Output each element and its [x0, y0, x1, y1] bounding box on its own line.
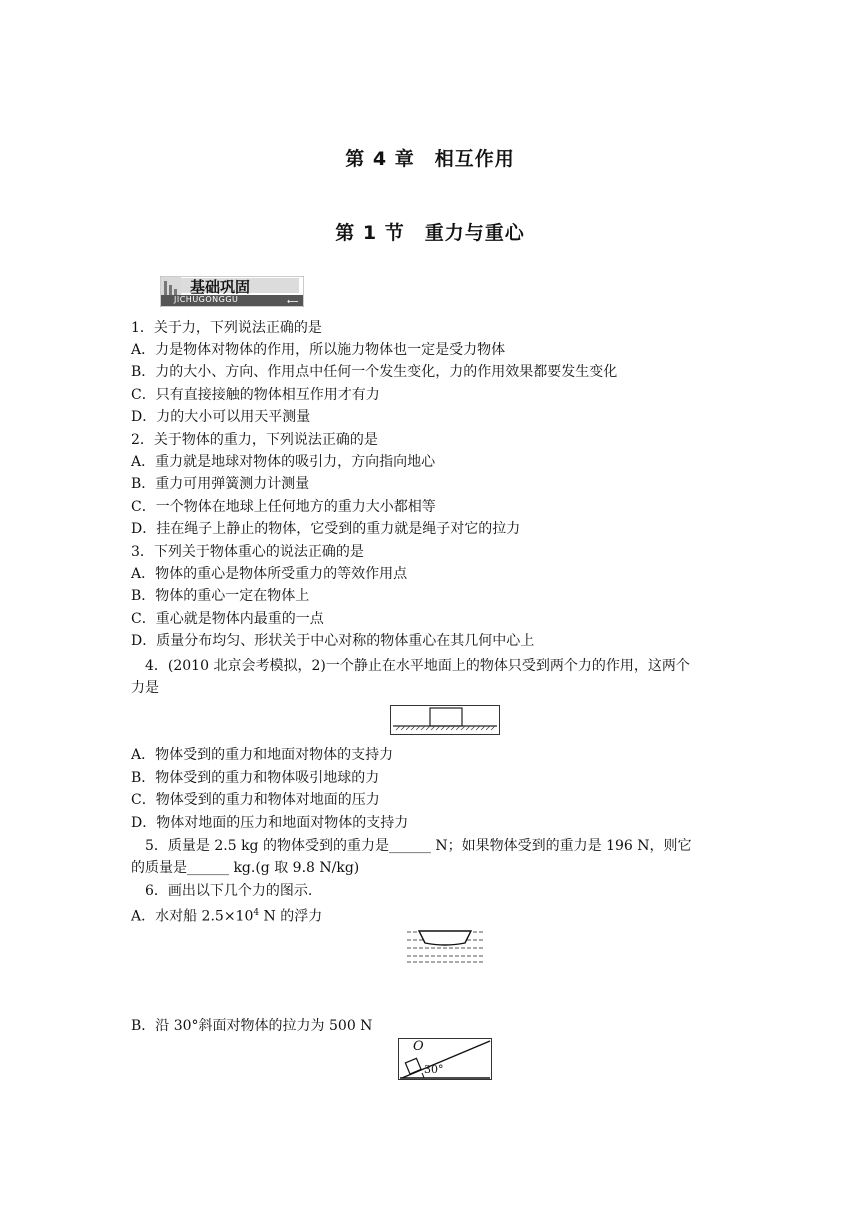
badge-title: 基础巩固 — [190, 278, 251, 296]
q3-option-a: A．物体的重心是物体所受重力的等效作用点 — [131, 566, 408, 582]
badge-subtitle: JICHUGONGGU — [174, 295, 239, 304]
q3-option-b: B．物体的重心一定在物体上 — [131, 588, 310, 604]
block-on-ground-figure — [390, 705, 500, 735]
incline-point-label: O — [413, 1039, 424, 1054]
q2-option-d: D．挂在绳子上静止的物体，它受到的重力就是绳子对它的拉力 — [131, 521, 521, 537]
q4-stem-line2: 力是 — [131, 680, 159, 696]
q1-option-a: A．力是物体对物体的作用，所以施力物体也一定是受力物体 — [131, 342, 506, 358]
q1-option-d: D．力的大小可以用天平测量 — [131, 409, 311, 425]
incline-angle-label: 30° — [424, 1063, 444, 1076]
q6-option-a-exponent: 4 — [253, 908, 260, 918]
q6-stem: 6．画出以下几个力的图示. — [145, 883, 313, 899]
q3-option-c: C．重心就是物体内最重的一点 — [131, 611, 324, 627]
q6-option-a-prefix: A．水对船 2.5×10 — [131, 908, 254, 925]
q4-option-b: B．物体受到的重力和物体吸引地球的力 — [131, 770, 380, 786]
q1-stem: 1．关于力，下列说法正确的是 — [131, 320, 322, 336]
q2-option-c: C．一个物体在地球上任何地方的重力大小都相等 — [131, 499, 436, 515]
boat-on-water-figure — [405, 928, 485, 964]
q2-option-b: B．重力可用弹簧测力计测量 — [131, 476, 310, 492]
q3-stem: 3．下列关于物体重心的说法正确的是 — [131, 544, 364, 560]
q4-option-a: A．物体受到的重力和地面对物体的支持力 — [131, 747, 394, 763]
q5-line1: 5．质量是 2.5 kg 的物体受到的重力是______ N；如果物体受到的重力是 196 N，则它 — [145, 838, 692, 854]
q1-option-c: C．只有直接接触的物体相互作用才有力 — [131, 387, 380, 403]
q6-option-a-suffix: N 的浮力 — [259, 908, 323, 925]
section-badge — [160, 276, 304, 307]
chapter-title: 第 4 章 相互作用 — [345, 148, 515, 170]
q4-stem-line1: 4．(2010 北京会考模拟，2)一个静止在水平地面上的物体只受到两个力的作用，这两个 — [145, 658, 690, 674]
q1-option-b: B．力的大小、方向、作用点中任何一个发生变化，力的作用效果都要发生变化 — [131, 364, 618, 380]
q2-stem: 2．关于物体的重力，下列说法正确的是 — [131, 432, 378, 448]
q3-option-d: D．质量分布均匀、形状关于中心对称的物体重心在其几何中心上 — [131, 633, 535, 649]
q2-option-a: A．重力就是地球对物体的吸引力，方向指向地心 — [131, 454, 436, 470]
q4-option-d: D．物体对地面的压力和地面对物体的支持力 — [131, 815, 409, 831]
q6-option-b: B．沿 30°斜面对物体的拉力为 500 N — [131, 1018, 373, 1034]
section-title: 第 1 节 重力与重心 — [335, 222, 525, 244]
q6-option-a — [131, 903, 322, 927]
q5-line2: 的质量是______ kg.(g 取 9.8 N/kg) — [131, 860, 360, 876]
q4-option-c: C．物体受到的重力和物体对地面的压力 — [131, 792, 380, 808]
svg-text:⟵: ⟵ — [287, 297, 299, 306]
